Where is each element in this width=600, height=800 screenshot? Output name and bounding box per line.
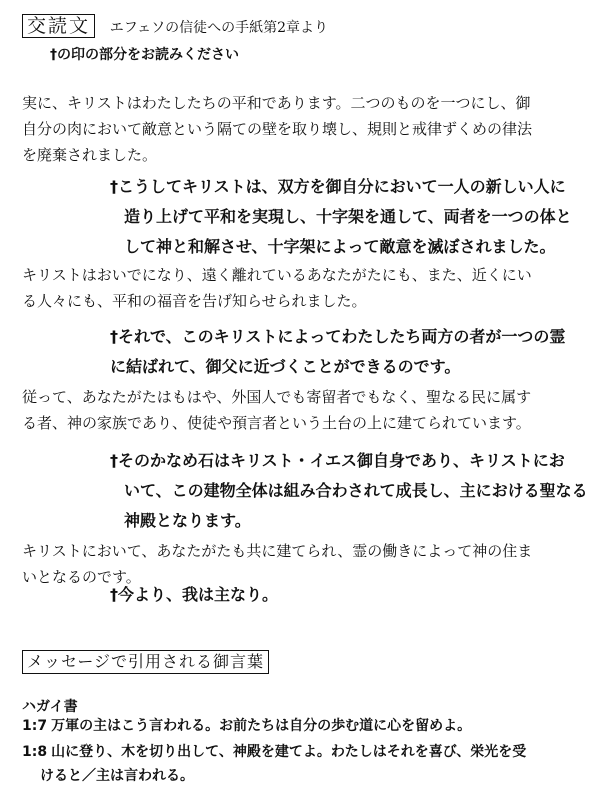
- passage-line: キリストにおいて、あなたがたも共に建てられ、霊の働きによって神の住ま: [22, 542, 533, 560]
- passage-line: †それで、このキリストによってわたしたち両方の者が一つの霊: [110, 327, 566, 346]
- passage-line: 造り上げて平和を実現し、十字架を通して、両者を一つの体と: [124, 207, 572, 226]
- passage-congregation: [110, 580, 278, 610]
- passage-line: キリストはおいでになり、遠く離れているあなたがたにも、また、近くにい: [22, 266, 532, 284]
- passage-line: 自分の肉において敵意という隔ての壁を取り壊し、規則と戒律ずくめの律法: [22, 120, 533, 138]
- passage-line: †こうしてキリストは、双方を御自分において一人の新しい人に: [110, 177, 566, 196]
- passage-line: 従って、あなたがたはもはや、外国人でも寄留者でもなく、聖なる民に属す: [22, 388, 532, 406]
- passage-leader: [22, 384, 531, 436]
- passage-congregation: [110, 446, 588, 536]
- section-title: メッセージで引用される御言葉: [22, 650, 269, 674]
- passage-line: に結ばれて、御父に近づくことができるのです。: [110, 357, 461, 376]
- verse-text: けると／主は言われる。: [40, 768, 194, 784]
- verse-ref: 1:7: [22, 718, 48, 734]
- verse-text: 万軍の主はこう言われる。お前たちは自分の歩む道に心を留めよ。: [51, 718, 472, 734]
- passage-line: 神殿となります。: [124, 511, 251, 530]
- reading-subtitle: エフェソの信徒への手紙第2章より: [109, 20, 329, 36]
- instruction-text: †の印の部分をお読みください: [50, 47, 239, 63]
- passage-line: る人々にも、平和の福音を告げ知らせられました。: [22, 292, 367, 310]
- passage-leader: [22, 262, 532, 314]
- passage-line: を廃棄されました。: [22, 146, 158, 164]
- passage-line: †そのかなめ石はキリスト・イエス御自身であり、キリストにお: [110, 451, 565, 470]
- verse-text: 山に登り、木を切り出して、神殿を建てよ。わたしはそれを喜び、栄光を受: [51, 744, 527, 760]
- book-name: ハガイ書: [22, 699, 78, 715]
- passage-line: して神と和解させ、十字架によって敵意を滅ぼされました。: [124, 237, 556, 256]
- verse-ref: 1:8: [22, 744, 48, 760]
- section-heading: [22, 650, 269, 674]
- verse: [22, 740, 526, 788]
- header: [22, 14, 328, 38]
- verse: [22, 714, 471, 738]
- passage-line: いて、この建物全体は組み合わされて成長し、主における聖なる: [124, 481, 588, 500]
- passage-congregation: [110, 322, 565, 382]
- passage-line: いとなるのです。: [22, 568, 141, 586]
- reading-title: 交読文: [22, 14, 95, 38]
- passage-line: 実に、キリストはわたしたちの平和であります。二つのものを一つにし、御: [22, 94, 531, 112]
- passage-line: る者、神の家族であり、使徒や預言者という土台の上に建てられています。: [22, 414, 531, 432]
- passage-line: †今より、我は主なり。: [110, 585, 279, 604]
- passage-congregation: [110, 172, 572, 262]
- passage-leader: [22, 90, 532, 168]
